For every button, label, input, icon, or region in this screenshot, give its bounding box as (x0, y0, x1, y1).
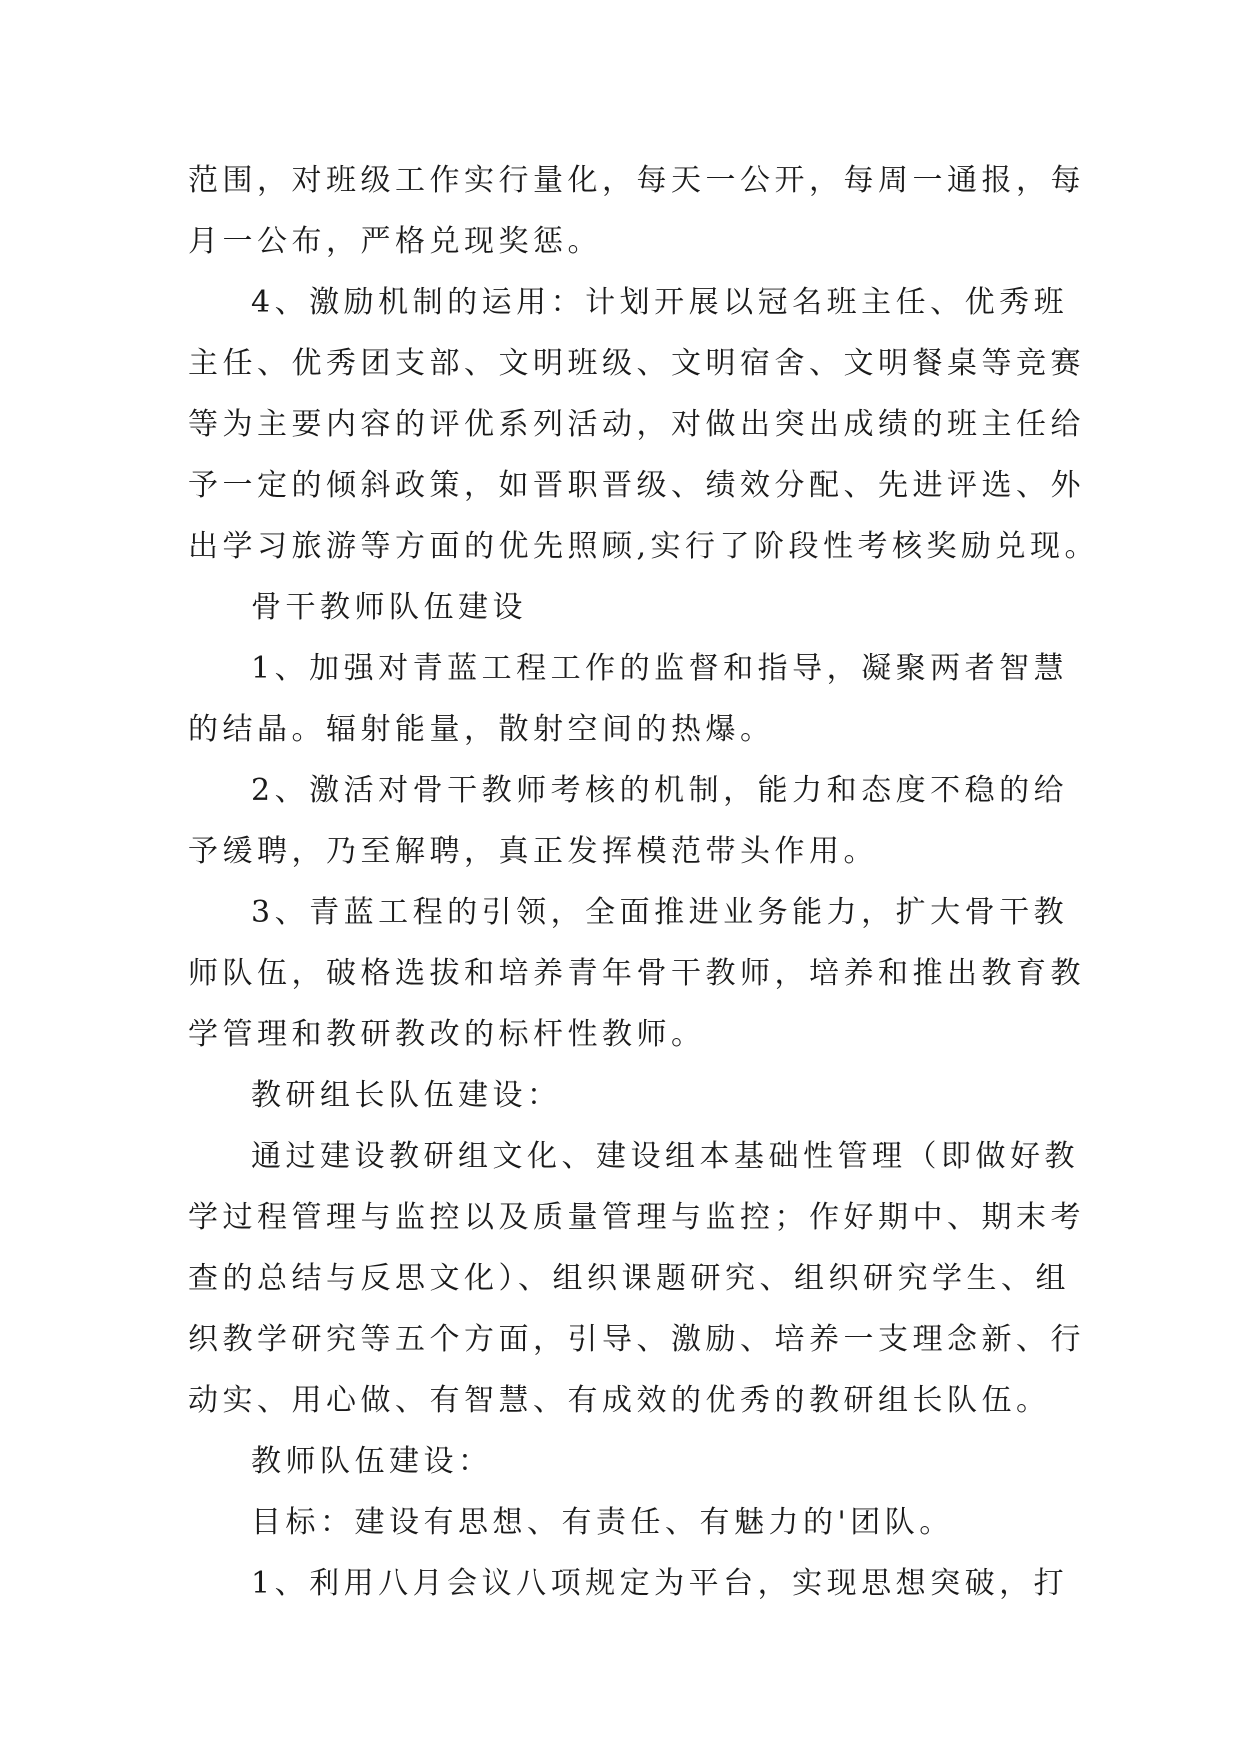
text-line: 学管理和教研教改的标杆性教师。 (188, 1017, 706, 1052)
text-line: 月一公布，严格兑现奖惩。 (188, 224, 602, 259)
text-line: 学过程管理与监控以及质量管理与监控；作好期中、期末考 (188, 1200, 1085, 1235)
text-line: 通过建设教研组文化、建设组本基础性管理（即做好教 (251, 1139, 1079, 1174)
section-heading: 教师队伍建设： (251, 1444, 493, 1479)
text-line: 2、激活对骨干教师考核的机制，能力和态度不稳的给 (251, 773, 1069, 808)
text-line: 予缓聘，乃至解聘，真正发挥模范带头作用。 (188, 834, 878, 869)
text-line: 动实、用心做、有智慧、有成效的优秀的教研组长队伍。 (188, 1383, 1051, 1418)
text-line: 出学习旅游等方面的优先照顾,实行了阶段性考核奖励兑现。 (188, 529, 1100, 564)
document-body (188, 150, 1100, 1614)
text-line: 3、青蓝工程的引领，全面推进业务能力，扩大骨干教 (251, 895, 1069, 930)
text-line: 目标：建设有思想、有责任、有魅力的'团队。 (251, 1505, 954, 1540)
text-line: 1、加强对青蓝工程工作的监督和指导，凝聚两者智慧 (251, 651, 1069, 686)
text-line: 等为主要内容的评优系列活动，对做出突出成绩的班主任给 (188, 407, 1085, 442)
text-line: 的结晶。辐射能量，散射空间的热爆。 (188, 712, 775, 747)
text-line: 1、利用八月会议八项规定为平台，实现思想突破，打 (251, 1566, 1069, 1601)
text-line: 查的总结与反思文化）、组织课题研究、组织研究学生、组 (188, 1261, 1070, 1296)
text-line: 织教学研究等五个方面，引导、激励、培养一支理念新、行 (188, 1322, 1085, 1357)
text-line: 师队伍，破格选拔和培养青年骨干教师，培养和推出教育教 (188, 956, 1085, 991)
text-line: 主任、优秀团支部、文明班级、文明宿舍、文明餐桌等竞赛 (188, 346, 1085, 381)
section-heading: 骨干教师队伍建设 (251, 590, 527, 625)
text-line: 予一定的倾斜政策，如晋职晋级、绩效分配、先进评选、外 (188, 468, 1085, 503)
text-line: 范围，对班级工作实行量化，每天一公开，每周一通报，每 (188, 163, 1085, 198)
section-heading: 教研组长队伍建设： (251, 1078, 562, 1113)
text-line: 4、激励机制的运用：计划开展以冠名班主任、优秀班 (251, 285, 1069, 320)
